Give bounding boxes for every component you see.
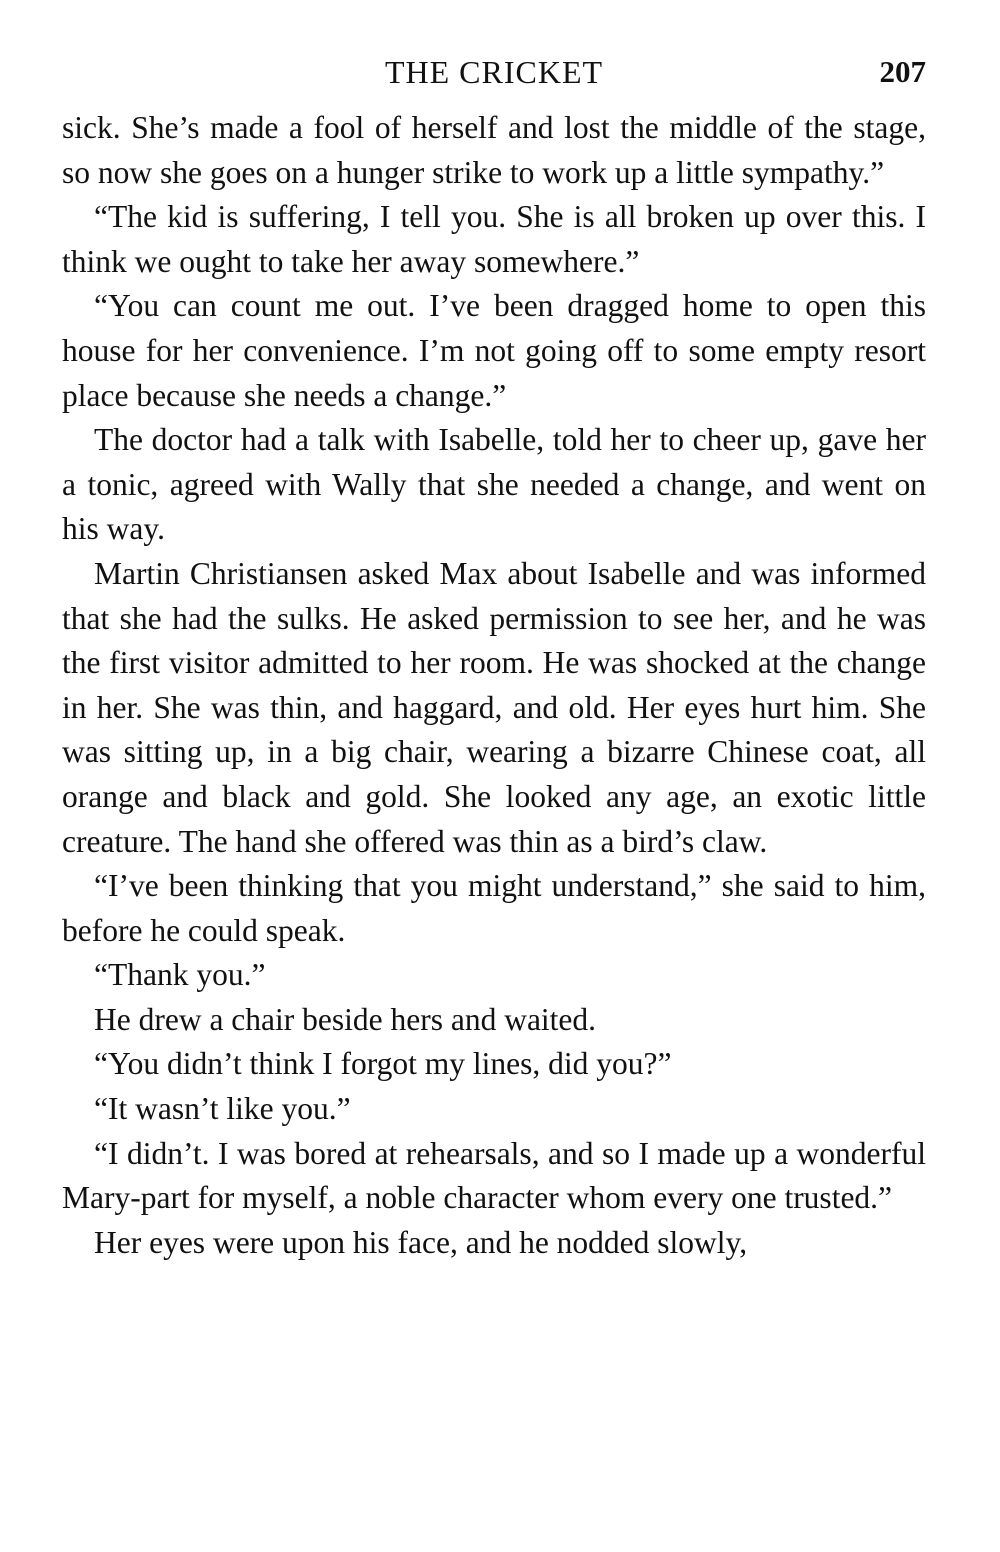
paragraph: Martin Christiansen asked Max about Isabelle and was informed that she had the sulks. He asked permission to see her, and he was the first visitor admitted to her room. He was shocked at the change in her. She was thin, and haggard, and old. Her eyes hurt him. She was sitting up, in a big chair, wearing a bizarre Chinese coat, all orange and black and gold. She looked any age, an exotic little creature. The hand she offered was thin as a bird’s claw. [62, 555, 926, 859]
running-head [62, 50, 926, 100]
paragraph: “I’ve been thinking that you might understand,” she said to him, before he could speak. [62, 868, 926, 948]
paragraph: Her eyes were upon his face, and he nodded slowly, [94, 1224, 748, 1260]
paragraph: “You didn’t think I forgot my lines, did you?” [94, 1046, 672, 1082]
paragraph: “You can count me out. I’ve been dragged home to open this house for her convenience. I’m not going off to some empty resort place because she needs a change.” [62, 288, 926, 413]
running-title: THE CRICKET [384, 54, 604, 90]
paragraph: “I didn’t. I was bored at rehearsals, and so I made up a wonderful Mary-part for myself, a noble character whom every one trusted.” [62, 1135, 926, 1216]
page-number: 207 [879, 54, 926, 89]
paragraph: “Thank you.” [94, 957, 266, 993]
book-page [62, 50, 926, 1265]
paragraph: He drew a chair beside hers and waited. [94, 1001, 597, 1037]
paragraph: “It wasn’t like you.” [94, 1091, 351, 1127]
paragraph: sick. She’s made a fool of herself and lost the middle of the stage, so now she goes on a hunger strike to work up a little sympathy.” [62, 110, 926, 190]
paragraph: The doctor had a talk with Isabelle, told her to cheer up, gave her a tonic, agreed with Wally that she needed a change, and went on his way. [62, 422, 926, 547]
paragraph: “The kid is suffering, I tell you. She is all broken up over this. I think we ought to take her away somewhere.” [62, 199, 926, 279]
body-text [62, 106, 926, 1265]
